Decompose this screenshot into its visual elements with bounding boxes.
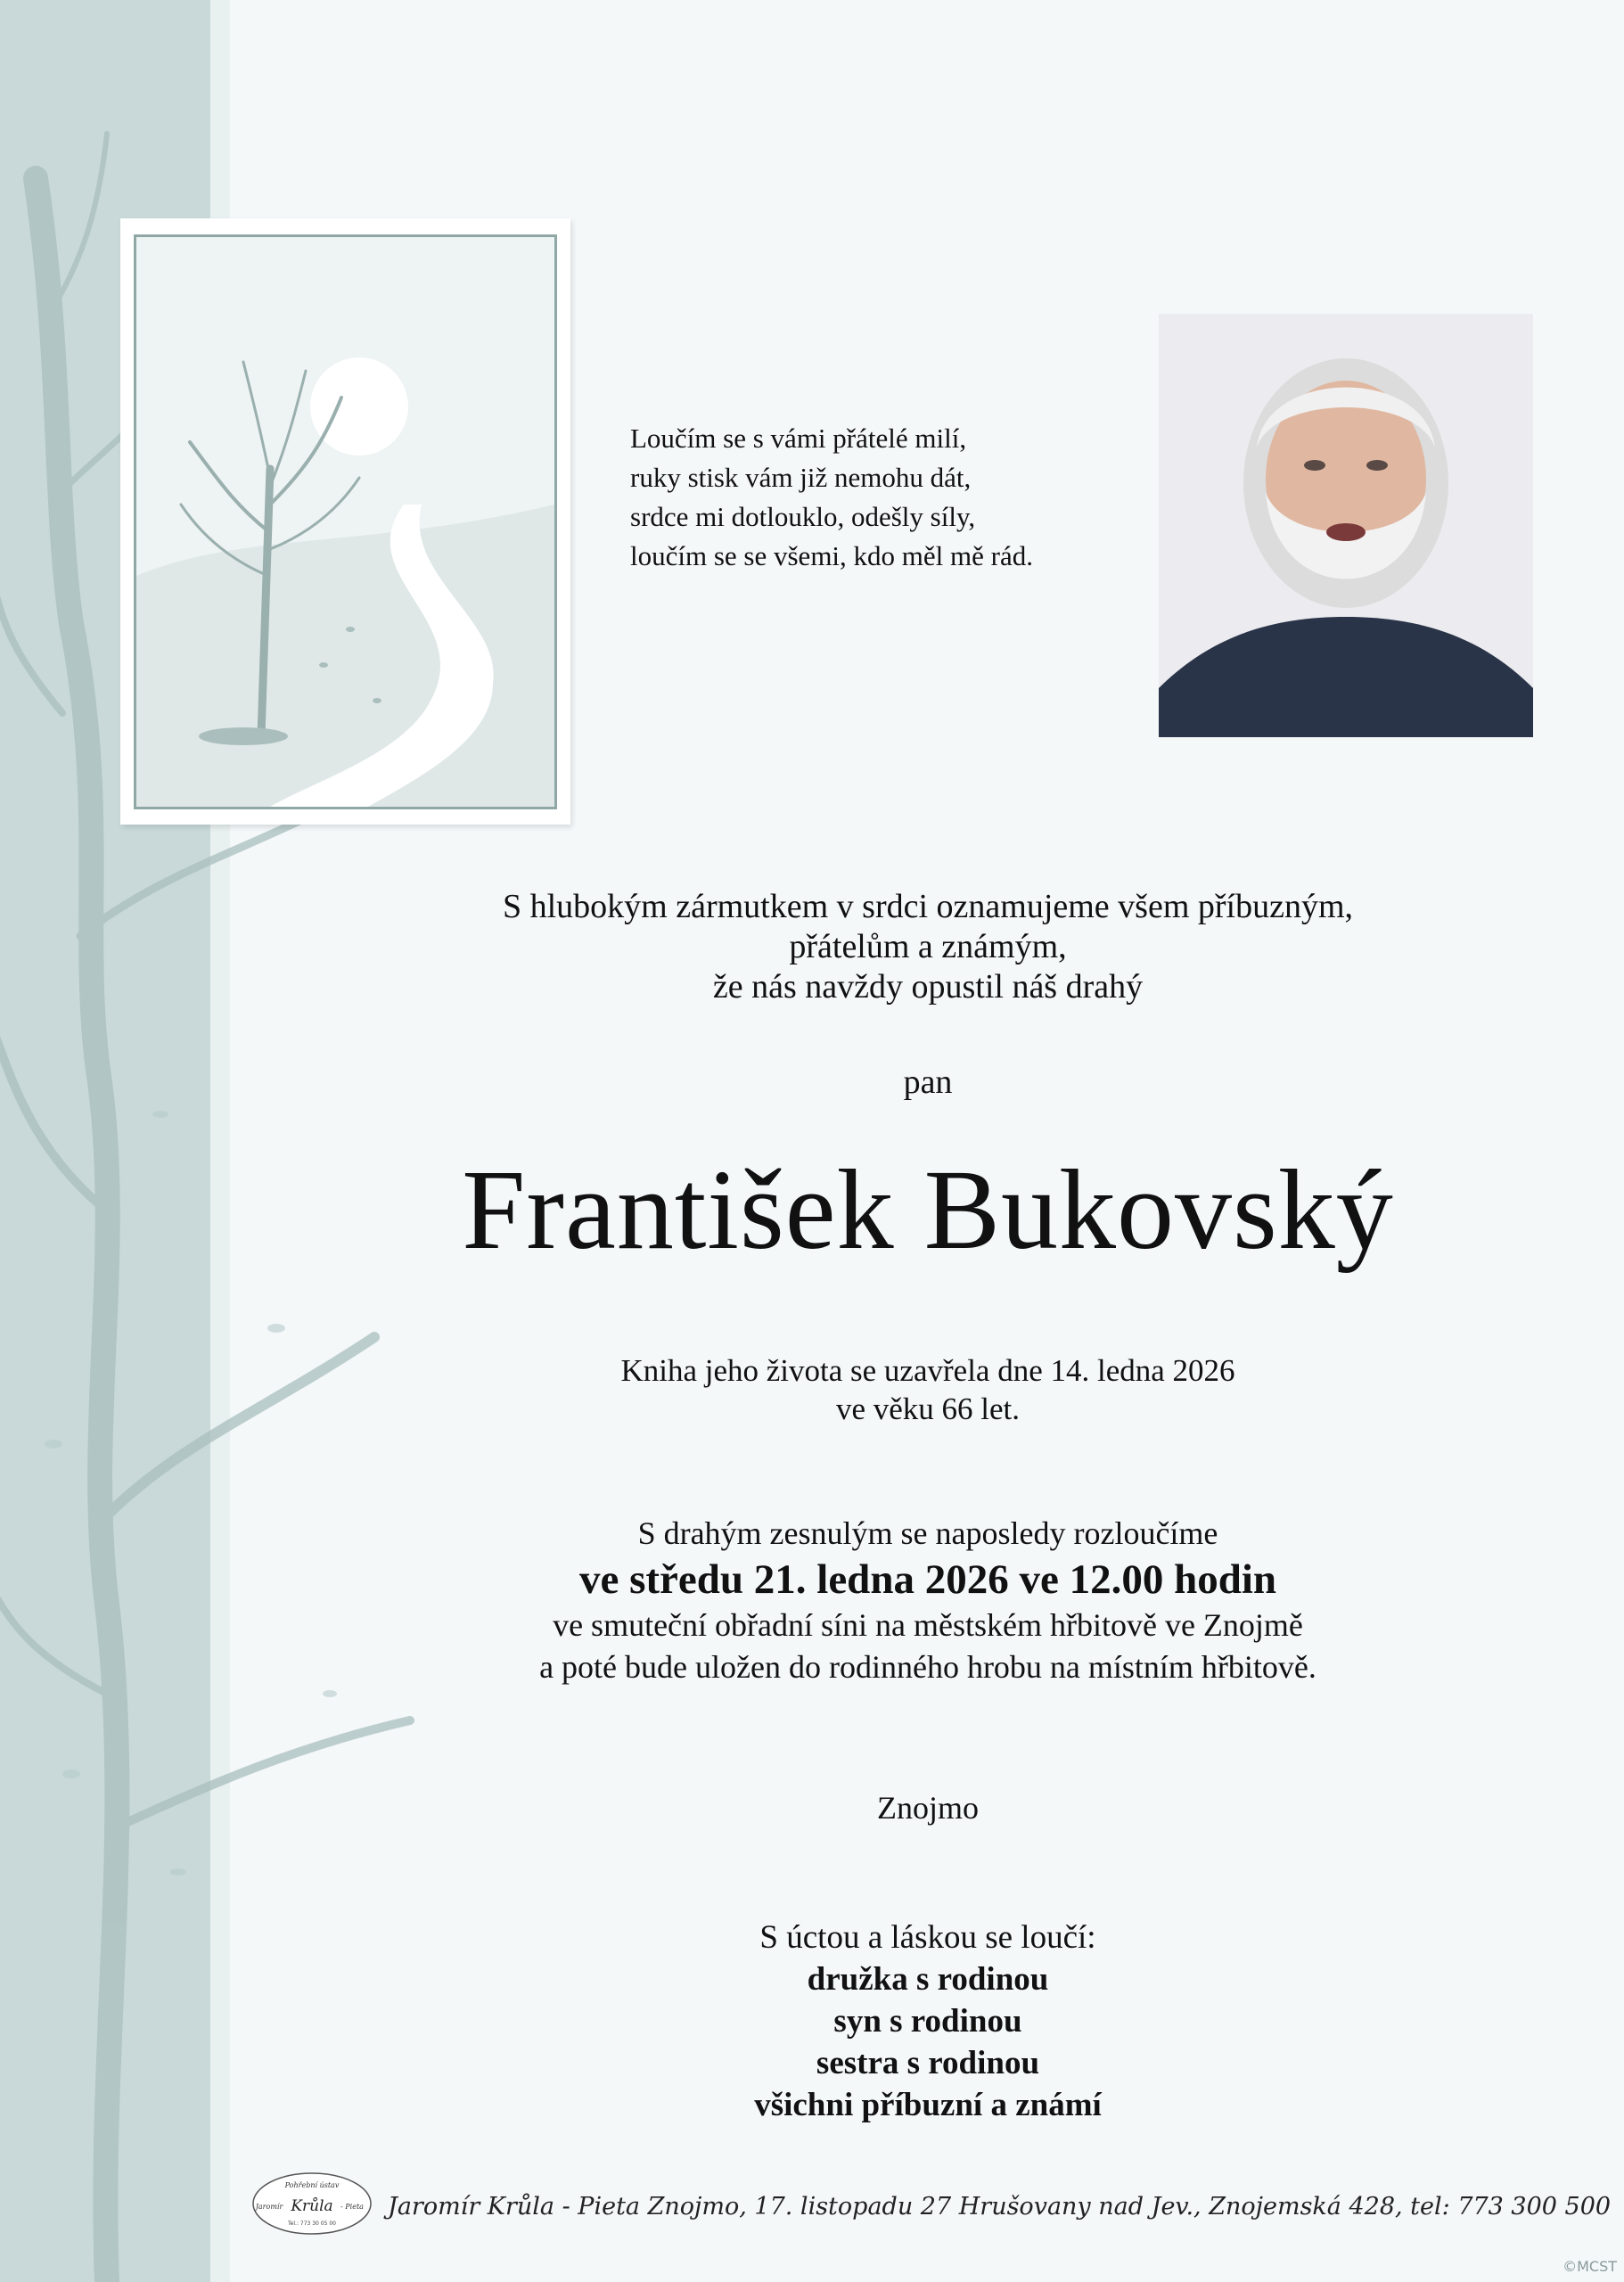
city: Znojmo — [877, 1790, 979, 1826]
poem — [630, 419, 1033, 576]
poem-line: srdce mi dotlouklo, odešly síly, — [630, 501, 976, 532]
farewell-intro: S úctou a láskou se loučí: — [759, 1919, 1096, 1956]
mourner-line: všichni příbuzní a známí — [754, 2087, 1102, 2123]
death-date-line: Kniha jeho života se uzavřela dne 14. ledna 2026 — [620, 1353, 1235, 1388]
logo-top-text: Pohřební ústav — [284, 2181, 340, 2189]
announcement-line: přátelům a známým, — [789, 928, 1067, 965]
mourner-line: sestra s rodinou — [816, 2045, 1040, 2081]
mourner-line: družka s rodinou — [807, 1961, 1049, 1998]
watermark: ©MCST — [1562, 2258, 1617, 2275]
funeral-place-line: ve smuteční obřadní síni na městském hřbitově ve Znojmě — [553, 1607, 1303, 1643]
mourner-line: syn s rodinou — [833, 2003, 1022, 2040]
funeral-home-logo — [250, 2168, 374, 2239]
burial-line: a poté bude uložen do rodinného hrobu na místním hřbitově. — [539, 1649, 1316, 1685]
announcement-intro — [232, 887, 1624, 1007]
footer-contact: Jaromír Krůla - Pieta Znojmo, 17. listopadu 27 Hrušovany nad Jev., Znojemská 428, tel: 773 300 500 — [388, 2193, 1612, 2220]
funeral-intro-line: S drahým zesnulým se naposledy rozloučíme — [637, 1515, 1218, 1551]
poem-line: Loučím se s vámi přátelé milí, — [630, 423, 967, 454]
tree-landscape-image — [134, 234, 557, 809]
logo-main-text: Krůla — [291, 2197, 333, 2215]
salutation: pan — [903, 1063, 953, 1101]
logo-bottom-text: Tel.: 773 30 05 00 — [288, 2220, 336, 2227]
announcement-line: že nás navždy opustil náš drahý — [712, 968, 1144, 1006]
age-line: ve věku 66 let. — [835, 1391, 1021, 1426]
announcement-line: S hlubokým zármutkem v srdci oznamujeme všem příbuzným, — [502, 888, 1354, 925]
funeral-info — [232, 1513, 1624, 1688]
logo-right-text: - Pieta — [340, 2203, 364, 2211]
funeral-datetime: ve středu 21. ledna 2026 ve 12.00 hodin — [578, 1556, 1277, 1603]
poem-line: ruky stisk vám již nemohu dát, — [630, 462, 972, 493]
poem-line: loučím se se všemi, kdo měl mě rád. — [630, 540, 1033, 571]
framed-illustration — [120, 218, 570, 825]
farewell-section — [232, 1917, 1624, 2126]
life-info — [232, 1351, 1624, 1428]
portrait-photo — [1159, 314, 1533, 737]
logo-left-text: Jaromír — [255, 2203, 283, 2211]
deceased-name: František Bukovský — [462, 1146, 1394, 1273]
